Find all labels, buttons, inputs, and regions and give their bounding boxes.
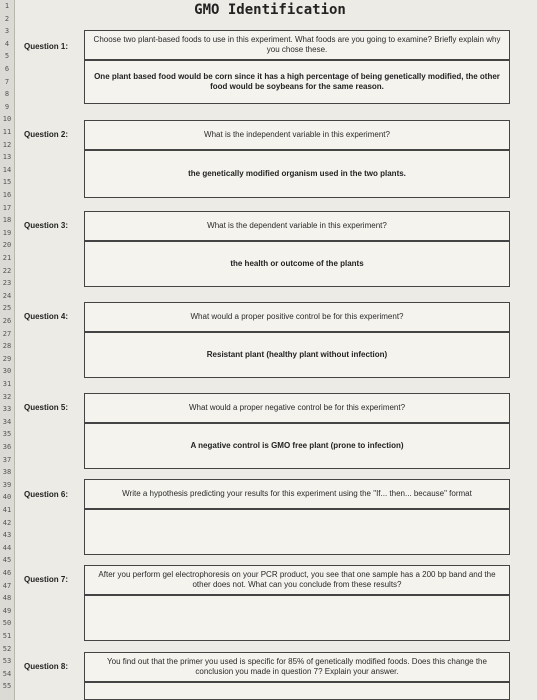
row-number: 2 <box>4 14 10 23</box>
row-number: 50 <box>2 619 12 628</box>
question-6-prompt[interactable]: Write a hypothesis predicting your results for this experiment using the "If... then... because" format <box>84 479 510 509</box>
question-4-prompt[interactable]: What would a proper positive control be for this experiment? <box>84 302 510 332</box>
row-number: 3 <box>4 27 10 36</box>
row-number: 19 <box>2 228 12 237</box>
row-number: 38 <box>2 468 12 477</box>
question-6-answer[interactable] <box>84 509 510 555</box>
question-5-prompt[interactable]: What would a proper negative control be for this experiment? <box>84 393 510 423</box>
row-number: 9 <box>4 102 10 111</box>
row-number: 54 <box>2 669 12 678</box>
row-number: 33 <box>2 405 12 414</box>
question-3-answer[interactable]: the health or outcome of the plants <box>84 241 510 287</box>
question-3-prompt[interactable]: What is the dependent variable in this experiment? <box>84 211 510 241</box>
row-number: 24 <box>2 291 12 300</box>
row-number: 17 <box>2 203 12 212</box>
row-number: 46 <box>2 569 12 577</box>
row-number: 32 <box>2 392 12 401</box>
row-number: 37 <box>2 455 12 464</box>
row-number: 29 <box>2 354 12 363</box>
row-number: 12 <box>2 140 12 149</box>
row-number-column <box>0 0 15 700</box>
row-number: 20 <box>2 241 12 250</box>
question-1-label: Question 1: <box>24 42 69 51</box>
question-2-label: Question 2: <box>24 130 69 139</box>
question-5-answer[interactable]: A negative control is GMO free plant (prone to infection) <box>84 423 510 469</box>
row-number: 44 <box>2 543 12 552</box>
row-number: 18 <box>2 216 12 225</box>
question-8-prompt[interactable]: You find out that the primer you used is specific for 85% of genetically modified foods. Does this change the conclusion you made in question 7? Explain your answer. <box>84 652 510 682</box>
row-number: 26 <box>2 317 12 325</box>
row-number: 48 <box>2 594 12 603</box>
row-number: 43 <box>2 531 12 540</box>
row-number: 10 <box>2 115 12 124</box>
row-number: 5 <box>4 52 10 61</box>
question-1-answer[interactable]: One plant based food would be corn since it has a high percentage of being genetically modified, the other food would be soybeans for the same reason. <box>84 60 510 104</box>
row-number: 55 <box>2 682 12 691</box>
question-2-answer[interactable]: the genetically modified organism used in the two plants. <box>84 150 510 198</box>
row-number: 53 <box>2 657 12 666</box>
question-1-prompt[interactable]: Choose two plant-based foods to use in this experiment. What foods are you going to examine? Briefly explain why you chose these. <box>84 30 510 60</box>
row-number: 21 <box>2 254 12 262</box>
question-7-label: Question 7: <box>24 575 69 584</box>
question-3-label: Question 3: <box>24 221 69 230</box>
row-number: 47 <box>2 581 12 590</box>
row-number: 35 <box>2 430 12 439</box>
row-number: 45 <box>2 556 12 565</box>
row-number: 27 <box>2 329 12 338</box>
row-number: 15 <box>2 178 12 187</box>
question-2-prompt[interactable]: What is the independent variable in this experiment? <box>84 120 510 150</box>
row-number: 11 <box>2 128 12 136</box>
question-4-answer[interactable]: Resistant plant (healthy plant without infection) <box>84 332 510 378</box>
question-8-answer[interactable] <box>84 682 510 700</box>
row-number: 51 <box>2 632 12 640</box>
question-6-label: Question 6: <box>24 490 69 499</box>
row-number: 30 <box>2 367 12 376</box>
row-number: 6 <box>4 65 10 73</box>
row-number: 34 <box>2 417 12 426</box>
row-number: 40 <box>2 493 12 502</box>
row-number: 39 <box>2 480 12 489</box>
row-number: 16 <box>2 191 12 199</box>
row-number: 7 <box>4 77 10 86</box>
question-4-label: Question 4: <box>24 312 69 321</box>
question-8-label: Question 8: <box>24 662 69 671</box>
question-7-prompt[interactable]: After you perform gel electrophoresis on your PCR product, you see that one sample has a 200 bp band and the other does not. What can you conclude from these results? <box>84 565 510 595</box>
row-number: 52 <box>2 644 12 653</box>
question-7-answer[interactable] <box>84 595 510 641</box>
page-title: GMO Identification <box>194 2 346 18</box>
row-number: 36 <box>2 443 12 451</box>
question-5-label: Question 5: <box>24 403 69 412</box>
row-number: 23 <box>2 279 12 288</box>
row-number: 8 <box>4 90 10 99</box>
row-number: 13 <box>2 153 12 162</box>
row-number: 25 <box>2 304 12 313</box>
row-number: 42 <box>2 518 12 527</box>
row-number: 49 <box>2 606 12 615</box>
row-number: 4 <box>4 39 10 48</box>
row-number: 22 <box>2 266 12 275</box>
row-number: 31 <box>2 380 12 388</box>
row-number: 14 <box>2 165 12 174</box>
row-number: 1 <box>4 2 10 10</box>
row-number: 28 <box>2 342 12 351</box>
row-number: 41 <box>2 506 12 514</box>
